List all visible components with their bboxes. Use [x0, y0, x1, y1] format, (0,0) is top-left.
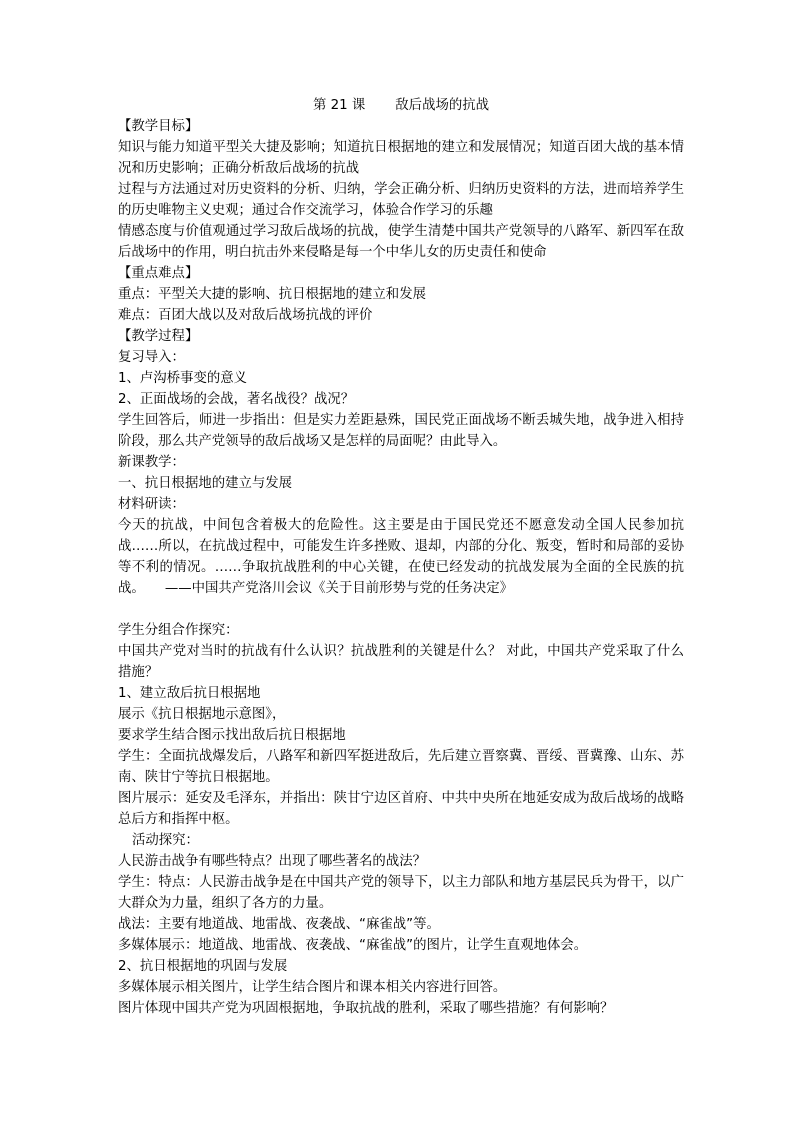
text-line: 2、正面战场的会战，著名战役？战况？: [118, 392, 355, 407]
text-line: 重点：平型关大捷的影响、抗日根据地的建立和发展: [118, 287, 426, 302]
document-body: [118, 116, 684, 1019]
text-line: 1、卢沟桥事变的意义: [118, 371, 248, 386]
text-line: 难点：百团大战以及对敌后战场抗战的评价: [118, 308, 373, 323]
text-line: 2、抗日根据地的巩固与发展: [118, 959, 288, 974]
text-line: 图片体现中国共产党为巩固根据地，争取抗战的胜利，采取了哪些措施？有何影响？: [118, 1001, 614, 1016]
text-line: 活动探究：: [132, 833, 199, 848]
text-line: 新课教学：: [118, 455, 185, 470]
lesson-name: 敌后战场的抗战: [395, 98, 490, 113]
text-line: 复习导入：: [118, 350, 185, 365]
text-line: 知识与能力知道平型关大捷及影响；知道抗日根据地的建立和发展情况；知道百团大战的基本情况和历史影响；正确分析敌后战场的抗战: [118, 140, 684, 176]
text-line: 学生：全面抗战爆发后，八路军和新四军挺进敌后，先后建立晋察冀、晋绥、晋冀豫、山东、苏南、陕甘宁等抗日根据地。: [118, 749, 684, 785]
text-line: 材料研读：: [118, 497, 185, 512]
document-page: [118, 95, 684, 1019]
text-line: 要求学生结合图示找出敌后抗日根据地: [118, 728, 346, 743]
blank-line: [118, 599, 684, 620]
text-line: 多媒体展示相关图片，让学生结合图片和课本相关内容进行回答。: [118, 980, 507, 995]
text-line: 人民游击战争有哪些特点？出现了哪些著名的战法？: [118, 854, 426, 869]
section-heading: 【教学过程】: [118, 329, 199, 344]
text-line: 过程与方法通过对历史资料的分析、归纳，学会正确分析、归纳历史资料的方法，进而培养学生的历史唯物主义史观；通过合作交流学习，体验合作学习的乐趣: [118, 182, 684, 218]
text-line: 学生回答后，师进一步指出：但是实力差距悬殊，国民党正面战场不断丢城失地，战争进入相持阶段，那么共产党领导的敌后战场又是怎样的局面呢？由此导入。: [118, 413, 684, 449]
text-line: 多媒体展示：地道战、地雷战、夜袭战、“麻雀战”的图片，让学生直观地体会。: [118, 938, 588, 953]
lesson-title: [118, 95, 684, 116]
lesson-number: 第 21 课: [312, 98, 366, 113]
text-line: 今天的抗战，中间包含着极大的危险性。这主要是由于国民党还不愿意发动全国人民参加抗战……所以，在抗战过程中，可能发生许多挫败、退却，内部的分化、叛变，暂时和局部的妥协等不利的情况。……争取抗战胜利的中心关键，在使已经发动的抗战发展为全面的全民族的抗战。 ——中国共产党洛川会议《关于目前形势与党的任务决定》: [118, 518, 684, 596]
text-line: 学生分组合作探究：: [118, 623, 239, 638]
text-line: 1、建立敌后抗日根据地: [118, 686, 261, 701]
text-line: 一、抗日根据地的建立与发展: [118, 476, 293, 491]
text-line: 中国共产党对当时的抗战有什么认识？抗战胜利的关键是什么？ 对此，中国共产党采取了什么措施？: [118, 644, 684, 680]
section-heading: 【教学目标】: [118, 119, 199, 134]
text-line: 学生：特点：人民游击战争是在中国共产党的领导下，以主力部队和地方基层民兵为骨干，以广大群众为力量，组织了各方的力量。: [118, 875, 684, 911]
text-line: 情感态度与价值观通过学习敌后战场的抗战，使学生清楚中国共产党领导的八路军、新四军在敌后战场中的作用，明白抗击外来侵略是每一个中华儿女的历史责任和使命: [118, 224, 684, 260]
text-line: 图片展示：延安及毛泽东，并指出：陕甘宁边区首府、中共中央所在地延安成为敌后战场的战略总后方和指挥中枢。: [118, 791, 684, 827]
text-line: 展示《抗日根据地示意图》，: [118, 707, 286, 722]
section-heading: 【重点难点】: [118, 266, 199, 281]
text-line: 战法：主要有地道战、地雷战、夜袭战、“麻雀战”等。: [118, 917, 440, 932]
